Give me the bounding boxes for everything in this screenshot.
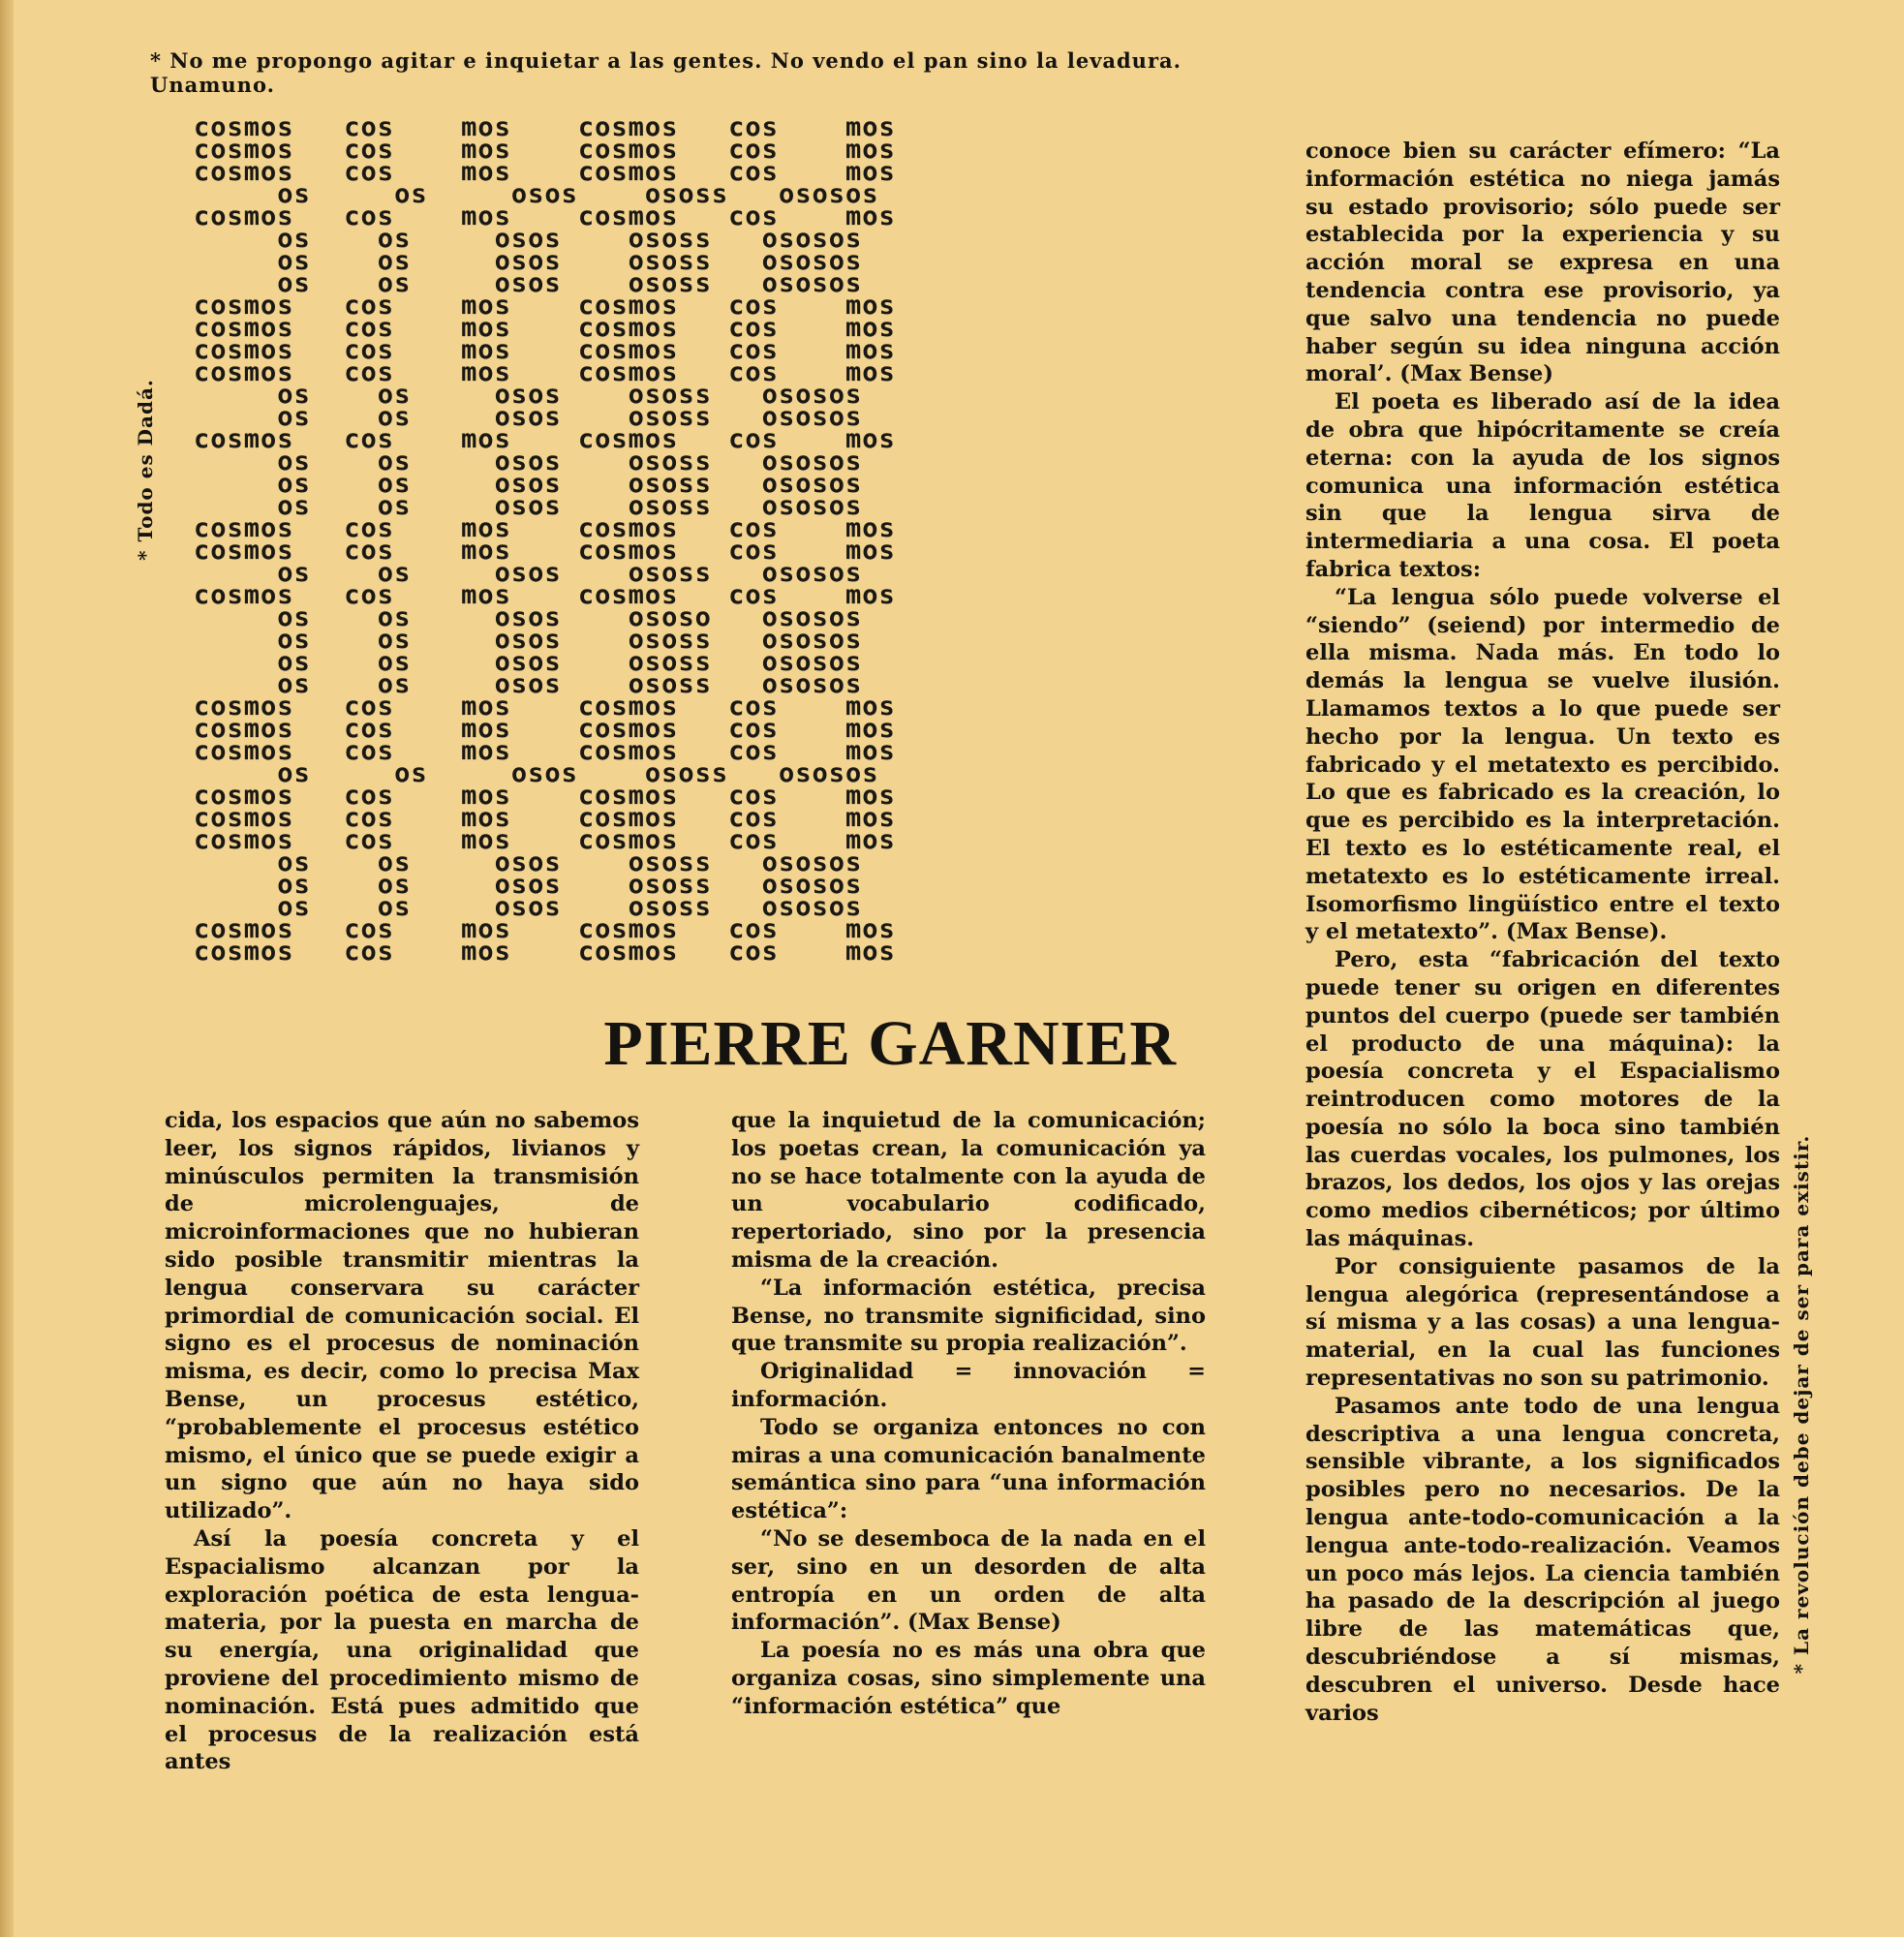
poem-line: cosmos cos mos cosmos cos mos (194, 291, 896, 321)
paragraph: “La lengua sólo puede volverse el “siendo” (seiend) por intermedio de ella misma. Nada más. En todo lo demás la lengua se vuelve ilusión. Llamamos textos a lo que puede ser hecho por la lengua. Un texto es fabricado y el metatexto es percibido. Lo que es fabricado es la creación, lo que es percibido es la interpretación. El texto es lo estéticamente real, el metatexto es lo estéticamente irreal. Isomorfismo lingüístico entre el texto y el metatexto”. (Max Bense). (1305, 584, 1780, 945)
poem-line: cosmos cos mos cosmos cos mos (194, 914, 896, 944)
page-edge (0, 0, 14, 1937)
poem-line: os os osos ososs ososos (194, 179, 879, 209)
poem-line: cosmos cos mos cosmos cos mos (194, 781, 896, 811)
poem-line: cosmos cos mos cosmos cos mos (194, 803, 896, 833)
poem-line: cosmos cos mos cosmos cos mos (194, 335, 896, 365)
poem-line: cosmos cos mos cosmos cos mos (194, 357, 896, 387)
poem-line: cosmos cos mos cosmos cos mos (194, 135, 896, 165)
poem-line: os os osos ososs ososos (194, 402, 863, 432)
author-name: PIERRE GARNIER (603, 1008, 1177, 1079)
paragraph: cida, los espacios que aún no sabemos leer, los signos rápidos, livianos y minúsculos permiten la transmisión de microlenguajes, de microinformaciones que no hubieran sido posible transmitir mientras la lengua conservara su carácter primordial de comunicación social. El signo es el procesus de nominación misma, es decir, como lo precisa Max Bense, un procesus estético, “probablemente el procesus estético mismo, el único que se puede exigir a un signo que aún no haya sido utilizado”. (165, 1108, 639, 1524)
poem-line: cosmos cos mos cosmos cos mos (194, 157, 896, 187)
poem-line: os os osos ososo ososos (194, 602, 863, 632)
text-column-middle (731, 1107, 1206, 1721)
paragraph: “No se desemboca de la nada en el ser, sino en un desorden de alta entropía en un orden de alta información”. (Max Bense) (731, 1525, 1206, 1636)
text-column-left (165, 1107, 639, 1776)
poem-line: os os osos ososs ososos (194, 224, 863, 254)
concrete-poem (194, 112, 1182, 988)
poem-line: cosmos cos mos cosmos cos mos (194, 937, 896, 967)
poem-line: cosmos cos mos cosmos cos mos (194, 513, 896, 543)
poem-line: os os osos ososs ososos (194, 246, 863, 276)
poem-line: os os osos ososs ososos (194, 625, 863, 655)
poem-line: cosmos cos mos cosmos cos mos (194, 424, 896, 454)
paragraph: Por consiguiente pasamos de la lengua alegórica (representándose a sí misma y a las cosas) a una lengua-material, en la cual las funciones representativas no son su patrimonio. (1305, 1253, 1780, 1392)
poem-line: os os osos ososs ososos (194, 647, 863, 677)
side-note-left: * Todo es Dadá. (134, 379, 157, 561)
poem-line: cosmos cos mos cosmos cos mos (194, 313, 896, 343)
poem-line: cosmos cos mos cosmos cos mos (194, 736, 896, 766)
poem-line: cosmos cos mos cosmos cos mos (194, 536, 896, 566)
poem-line: os os osos ososs ososos (194, 446, 863, 477)
poem-line: cosmos cos mos cosmos cos mos (194, 825, 896, 855)
poem-line: os os osos ososs ososos (194, 669, 863, 699)
side-note-right: * La revolución debe dejar de ser para existir. (1790, 1134, 1813, 1675)
poem-line: cosmos cos mos cosmos cos mos (194, 692, 896, 722)
poem-line: cosmos cos mos cosmos cos mos (194, 580, 896, 610)
poem-line: os os osos ososs ososos (194, 758, 879, 788)
poem-line: os os osos ososs ososos (194, 558, 863, 588)
poem-line: os os osos ososs ososos (194, 847, 863, 877)
poem-line: os os osos ososs ososos (194, 491, 863, 521)
poem-line: os os osos ososs ososos (194, 268, 863, 298)
poem-line: os os osos ososs ososos (194, 380, 863, 410)
poem-line: os os osos ososs ososos (194, 892, 863, 922)
poem-line: cosmos cos mos cosmos cos mos (194, 201, 896, 231)
paragraph: El poeta es liberado así de la idea de obra que hipócritamente se creía eterna: con la ayuda de los signos comunica una información estética sin que la lengua sirva de intermediaria a una cosa. El poeta fabrica textos: (1305, 389, 1780, 582)
paragraph: Pasamos ante todo de una lengua descriptiva a una lengua concreta, sensible vibrante, a los significados posibles pero no necesarios. De la lengua ante-todo-comunicación a la lengua ante-todo-realización. Veamos un poco más lejos. La ciencia también ha pasado de la descripción al juego libre de las matemáticas que, descubriéndose a sí mismas, descubren el universo. Desde hace varios (1305, 1393, 1780, 1726)
paragraph: conoce bien su carácter efímero: “La información estética no niega jamás su estado provisorio; sólo puede ser establecida por la experiencia y su acción moral se expresa en una tendencia contra ese provisorio, ya que salvo una tendencia no puede haber según su idea ninguna acción moral’. (Max Bense) (1305, 138, 1780, 387)
paragraph: Todo se organiza entonces no con miras a una comunicación banalmente semántica sino para “una información estética”: (731, 1414, 1206, 1524)
poem-line: cosmos cos mos cosmos cos mos (194, 112, 896, 142)
poem-line: os os osos ososs ososos (194, 469, 863, 499)
poem-line: cosmos cos mos cosmos cos mos (194, 714, 896, 744)
text-column-right (1305, 138, 1780, 1727)
epigraph-footnote: * No me propongo agitar e inquietar a las gentes. No vendo el pan sino la levadura. Unamuno. (150, 48, 1182, 97)
paragraph: “La información estética, precisa Bense, no transmite significidad, sino que transmite su propia realización”. (731, 1275, 1206, 1357)
paragraph: que la inquietud de la comunicación; los poetas crean, la comunicación ya no se hace totalmente con la ayuda de un vocabulario codificado, repertoriado, sino por la presencia misma de la creación. (731, 1108, 1206, 1273)
paragraph: La poesía no es más una obra que organiza cosas, sino simplemente una “información estética” que (731, 1638, 1206, 1719)
paragraph: Así la poesía concreta y el Espacialismo alcanzan por la exploración poética de esta lengua-materia, por la puesta en marcha de su energía, una originalidad que proviene del procedimiento mismo de nominación. Está pues admitido que el procesus de la realización está antes (165, 1525, 639, 1775)
paragraph: Pero, esta “fabricación del texto puede tener su origen en diferentes puntos del cuerpo (puede ser también el producto de una máquina): la poesía concreta y el Espacialismo reintroducen como motores de la poesía no sólo la boca sino también las cuerdas vocales, los pulmones, los brazos, los dedos, los ojos y las orejas como medios cibernéticos; por último las máquinas. (1305, 947, 1780, 1252)
poem-line: os os osos ososs ososos (194, 870, 863, 900)
paragraph: Originalidad = innovación = información. (731, 1359, 1206, 1412)
